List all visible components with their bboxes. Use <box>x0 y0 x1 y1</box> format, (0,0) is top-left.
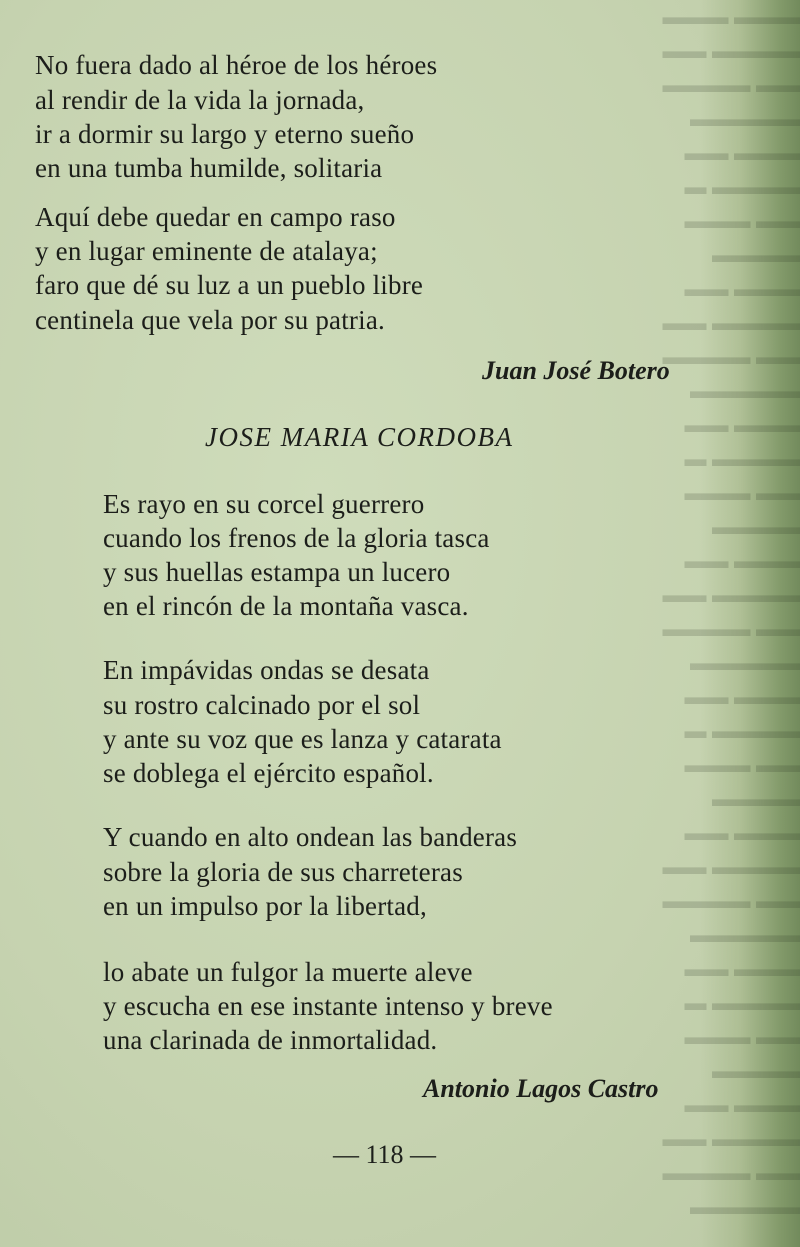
verse-line: al rendir de la vida la jornada, <box>35 85 365 115</box>
verse-line: En impávidas ondas se desata <box>103 655 430 685</box>
verse-line: Y cuando en alto ondean las banderas <box>103 822 518 852</box>
verse-line: cuando los frenos de la gloria tasca <box>103 523 490 553</box>
poem-title: JOSE MARIA CORDOBA <box>205 422 514 452</box>
show-through-texture: ▬▬▬ ▬▬▬ ▬▬▬▬ ▬▬ ▬▬ ▬▬▬▬ ▬▬▬▬▬ ▬▬▬ ▬▬ ▬▬▬▬ ▬ ▬▬ ▬▬▬ ▬▬▬▬ ▬▬▬ ▬▬ ▬▬▬▬ ▬▬ ▬▬ ▬▬▬▬ ▬▬▬▬▬ ▬▬▬ ▬▬ ▬▬▬▬ ▬ ▬▬ ▬▬▬ ▬▬▬▬ ▬▬▬ ▬▬ ▬▬▬▬ ▬▬ ▬▬ ▬▬▬▬ ▬▬▬▬▬ ▬▬▬ ▬▬ ▬▬▬▬ ▬ ▬▬ ▬▬▬ ▬▬▬▬ ▬▬▬ ▬▬ ▬▬▬▬ ▬▬ ▬▬ ▬▬▬▬ ▬▬▬▬▬ ▬▬▬ ▬▬ ▬▬▬▬ ▬ ▬▬ ▬▬▬ ▬▬▬▬ ▬▬▬ ▬▬ ▬▬▬▬ ▬▬ ▬▬ ▬▬▬▬ ▬▬▬▬▬ <box>662 4 800 1219</box>
verse-line: ir a dormir su largo y eterno sueño <box>35 119 415 149</box>
verse-line: una clarinada de inmortalidad. <box>103 1025 438 1055</box>
verse-line: y ante su voz que es lanza y catarata <box>103 724 502 754</box>
verse-line: y sus huellas estampa un lucero <box>103 557 451 587</box>
verse-line: en un impulso por la libertad, <box>103 891 427 921</box>
verse-line: sobre la gloria de sus charreteras <box>103 857 463 887</box>
author-signature: Juan José Botero <box>482 356 670 385</box>
verse-line: y escucha en ese instante intenso y breve <box>103 991 553 1021</box>
verse-line: Aquí debe quedar en campo raso <box>35 202 396 232</box>
verse-line: su rostro calcinado por el sol <box>103 690 421 720</box>
verse-line: en el rincón de la montaña vasca. <box>103 591 469 621</box>
verse-line: faro que dé su luz a un pueblo libre <box>35 270 424 300</box>
verse-line: lo abate un fulgor la muerte aleve <box>103 957 473 987</box>
verse-line: Es rayo en su corcel guerrero <box>103 489 425 519</box>
verse-line: se doblega el ejército español. <box>103 758 434 788</box>
verse-line: y en lugar eminente de atalaya; <box>35 236 378 266</box>
verse-line: centinela que vela por su patria. <box>35 305 385 335</box>
verse-line: No fuera dado al héroe de los héroes <box>35 50 438 80</box>
author-signature: Antonio Lagos Castro <box>423 1074 659 1103</box>
page-number: — 118 — <box>333 1140 437 1169</box>
verse-line: en una tumba humilde, solitaria <box>35 153 383 183</box>
